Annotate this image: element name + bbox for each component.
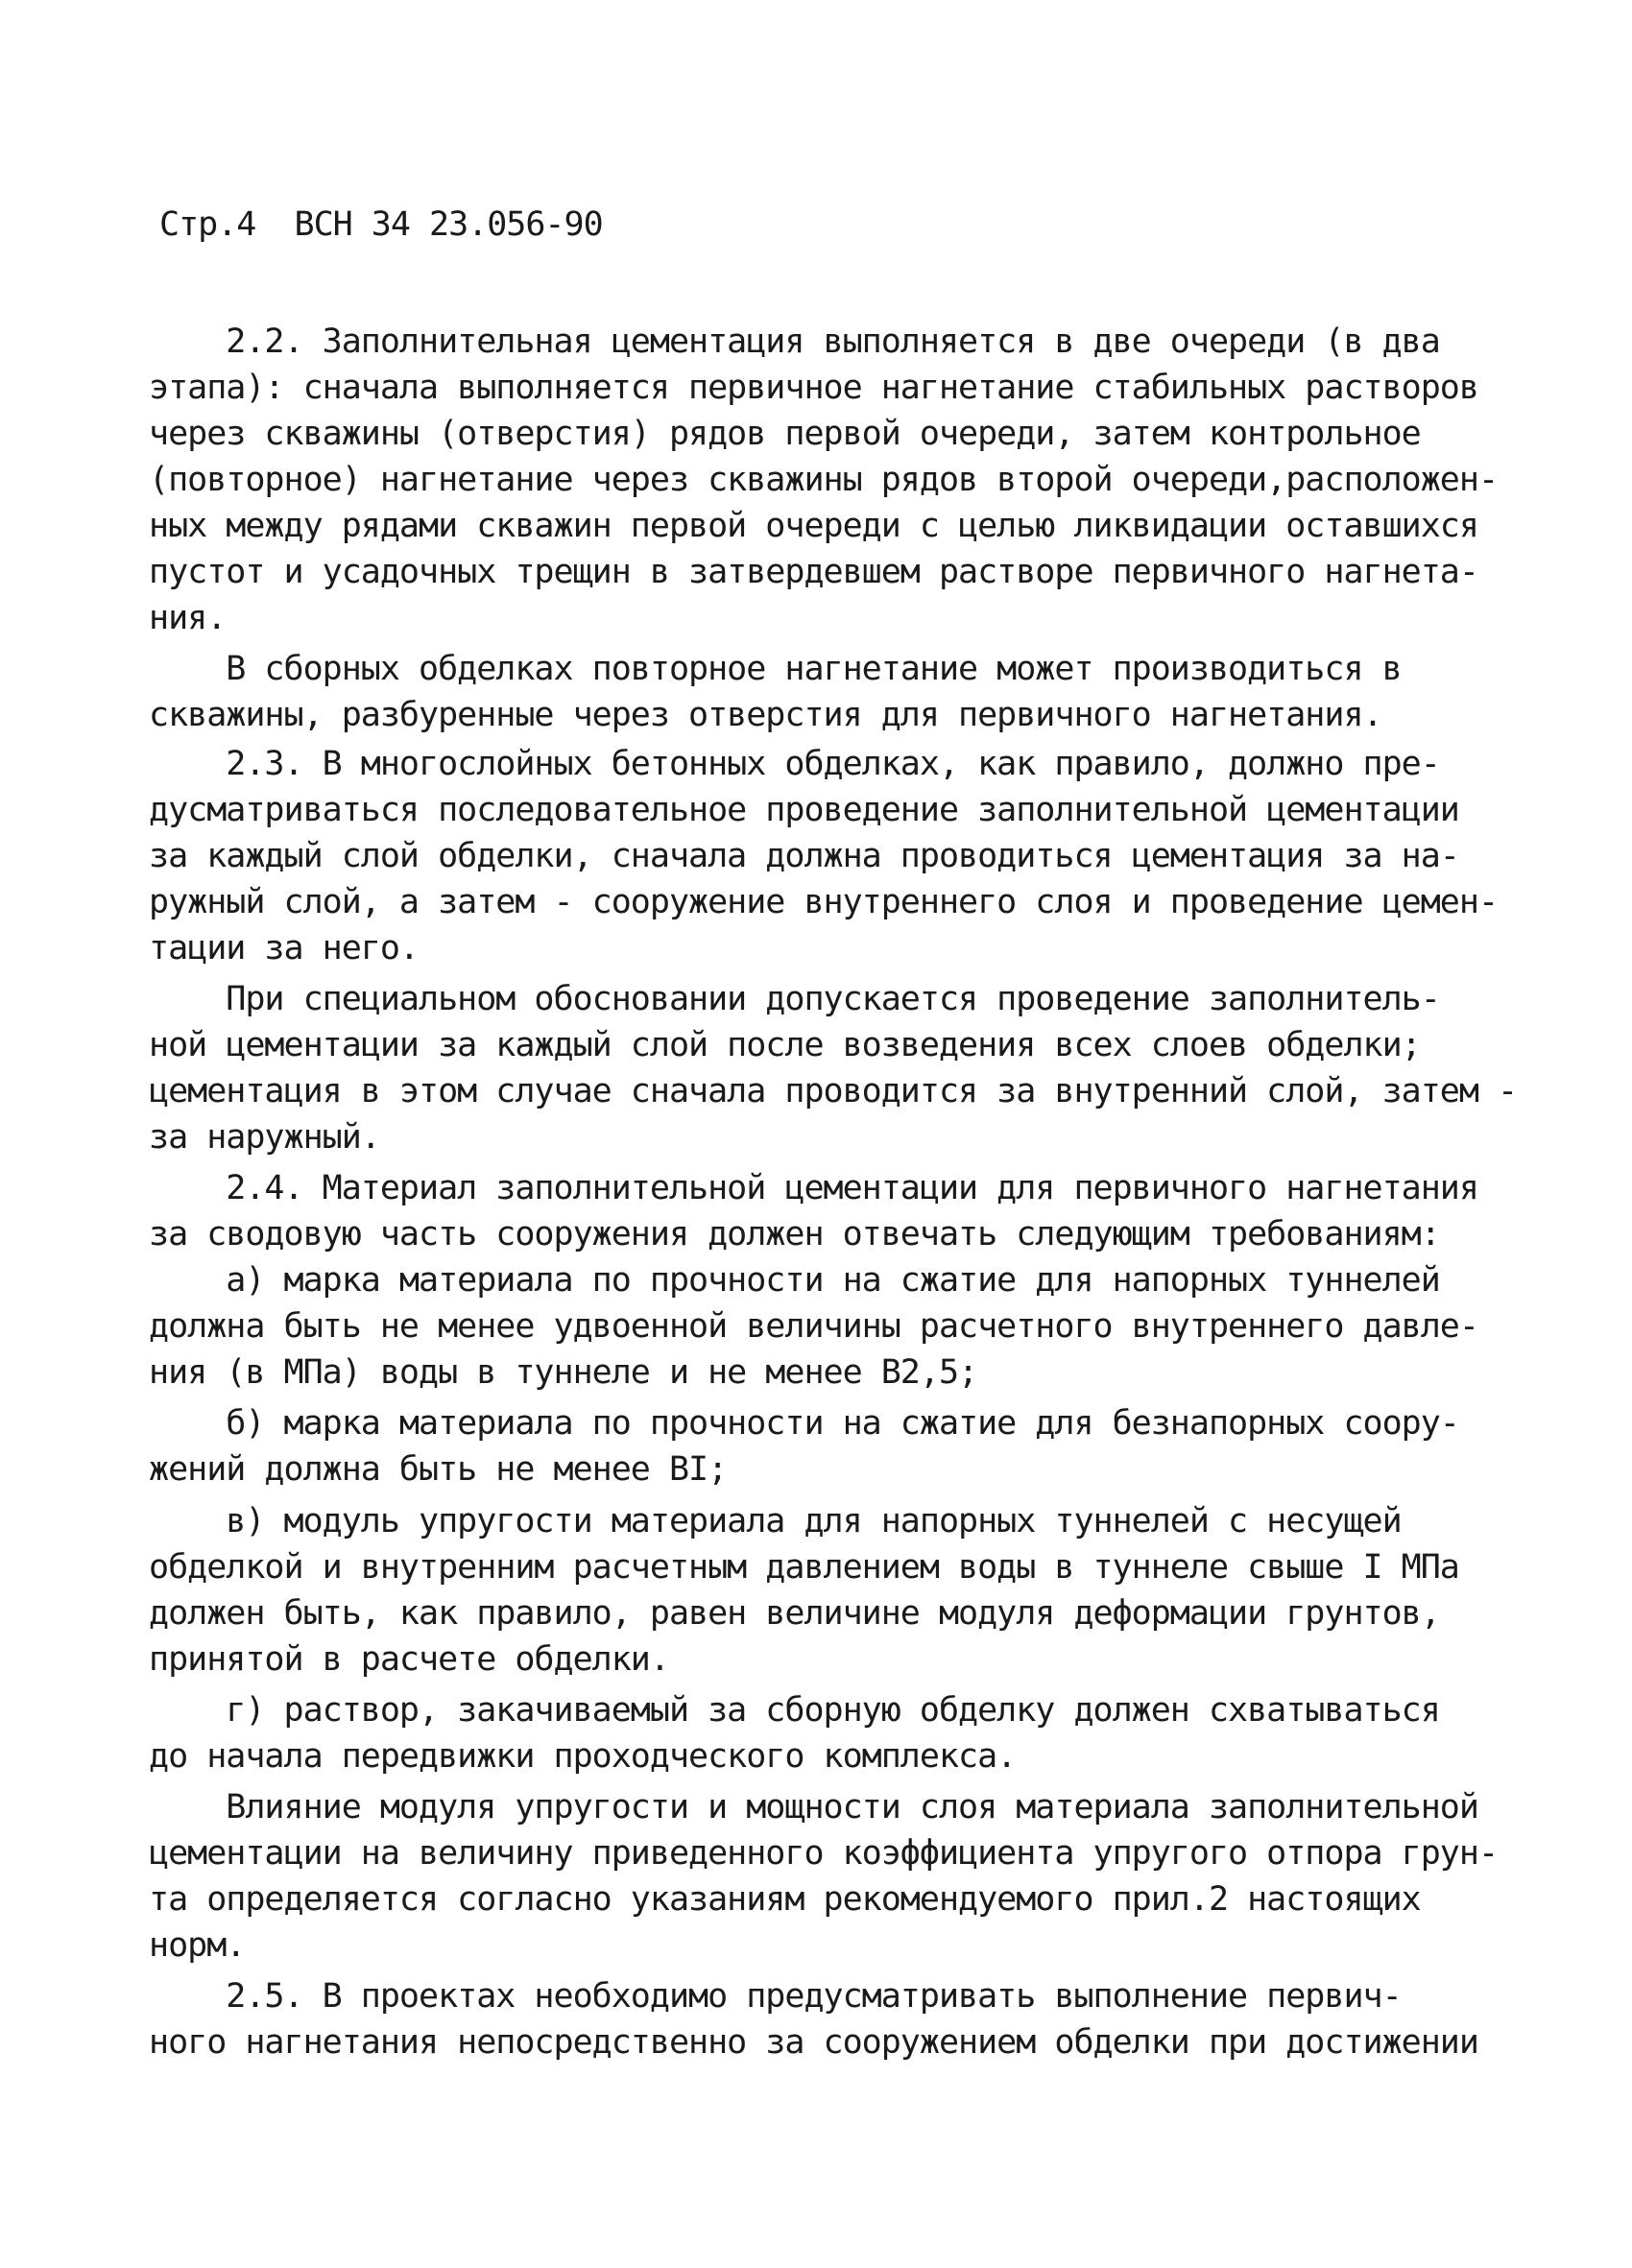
text-line: 2.2. Заполнительная цементация выполняется в две очереди (в два (149, 322, 1440, 361)
text-line: дусматриваться последовательное проведение заполнительной цементации (149, 791, 1459, 829)
text-line: Влияние модуля упругости и мощности слоя материала заполнительной (149, 1788, 1478, 1826)
text-line: 2.5. В проектах необходимо предусматривать выполнение первич- (149, 1977, 1402, 2016)
text-line: ния (в МПа) воды в туннеле и не менее В2,5; (149, 1353, 978, 1392)
text-line: тации за него. (149, 929, 420, 967)
text-line: ружный слой, а затем - сооружение внутреннего слоя и проведение цемен- (149, 883, 1499, 921)
text-line: б) марка материала по прочности на сжатие для безнапорных соору- (149, 1404, 1459, 1443)
text-line: а) марка материала по прочности на сжатие для напорных туннелей (149, 1261, 1440, 1300)
text-line: цементации на величину приведенного коэффициента упругого отпора грун- (149, 1834, 1499, 1873)
text-line: ной цементации за каждый слой после возведения всех слоев обделки; (149, 1026, 1421, 1064)
text-line: должен быть, как правило, равен величине модуля деформации грунтов, (149, 1594, 1440, 1633)
text-line: 2.4. Материал заполнительной цементации для первичного нагнетания (149, 1169, 1478, 1207)
text-line: за сводовую часть сооружения должен отвечать следующим требованиям: (149, 1215, 1440, 1253)
text-line: 2.3. В многослойных бетонных обделках, как правило, должно пре- (149, 745, 1440, 783)
text-line: в) модуль упругости материала для напорных туннелей с несущей (149, 1502, 1402, 1540)
text-line: ного нагнетания непосредственно за сооружением обделки при достижении (149, 2023, 1478, 2062)
text-line: принятой в расчете обделки. (149, 1640, 669, 1679)
text-line: через скважины (отверстия) рядов первой очереди, затем контрольное (149, 415, 1421, 453)
text-line: пустот и усадочных трещин в затвердевшем растворе первичного нагнета- (149, 553, 1478, 591)
text-line: жений должна быть не менее ВI; (149, 1450, 728, 1489)
text-line: норм. (149, 1926, 246, 1965)
text-line: ния. (149, 599, 227, 637)
text-line: обделкой и внутренним расчетным давлением воды в туннеле свыше I МПа (149, 1548, 1459, 1587)
text-line: за каждый слой обделки, сначала должна проводиться цементация за на- (149, 837, 1459, 875)
text-line: должна быть не менее удвоенной величины расчетного внутреннего давле- (149, 1307, 1478, 1346)
text-line: При специальном обосновании допускается проведение заполнитель- (149, 980, 1440, 1018)
text-line: скважины, разбуренные через отверстия для первичного нагнетания. (149, 696, 1382, 734)
text-line: В сборных обделках повторное нагнетание может производиться в (149, 650, 1402, 688)
text-line: цементация в этом случае сначала проводится за внутренний слой, затем - (149, 1072, 1518, 1110)
text-line: ных между рядами скважин первой очереди с целью ликвидации оставшихся (149, 507, 1478, 545)
text-line: та определяется согласно указаниям рекомендуемого прил.2 настоящих (149, 1880, 1421, 1919)
text-line: до начала передвижки проходческого комплекса. (149, 1737, 1017, 1776)
text-line: за наружный. (149, 1118, 380, 1157)
text-line: этапа): сначала выполняется первичное нагнетание стабильных растворов (149, 369, 1478, 407)
text-line: (повторное) нагнетание через скважины рядов второй очереди,расположен- (149, 461, 1499, 499)
page-header: Стр.4 ВСН 34 23.056-90 (159, 205, 603, 244)
text-line: г) раствор, закачиваемый за сборную обделку должен схватываться (149, 1691, 1440, 1730)
